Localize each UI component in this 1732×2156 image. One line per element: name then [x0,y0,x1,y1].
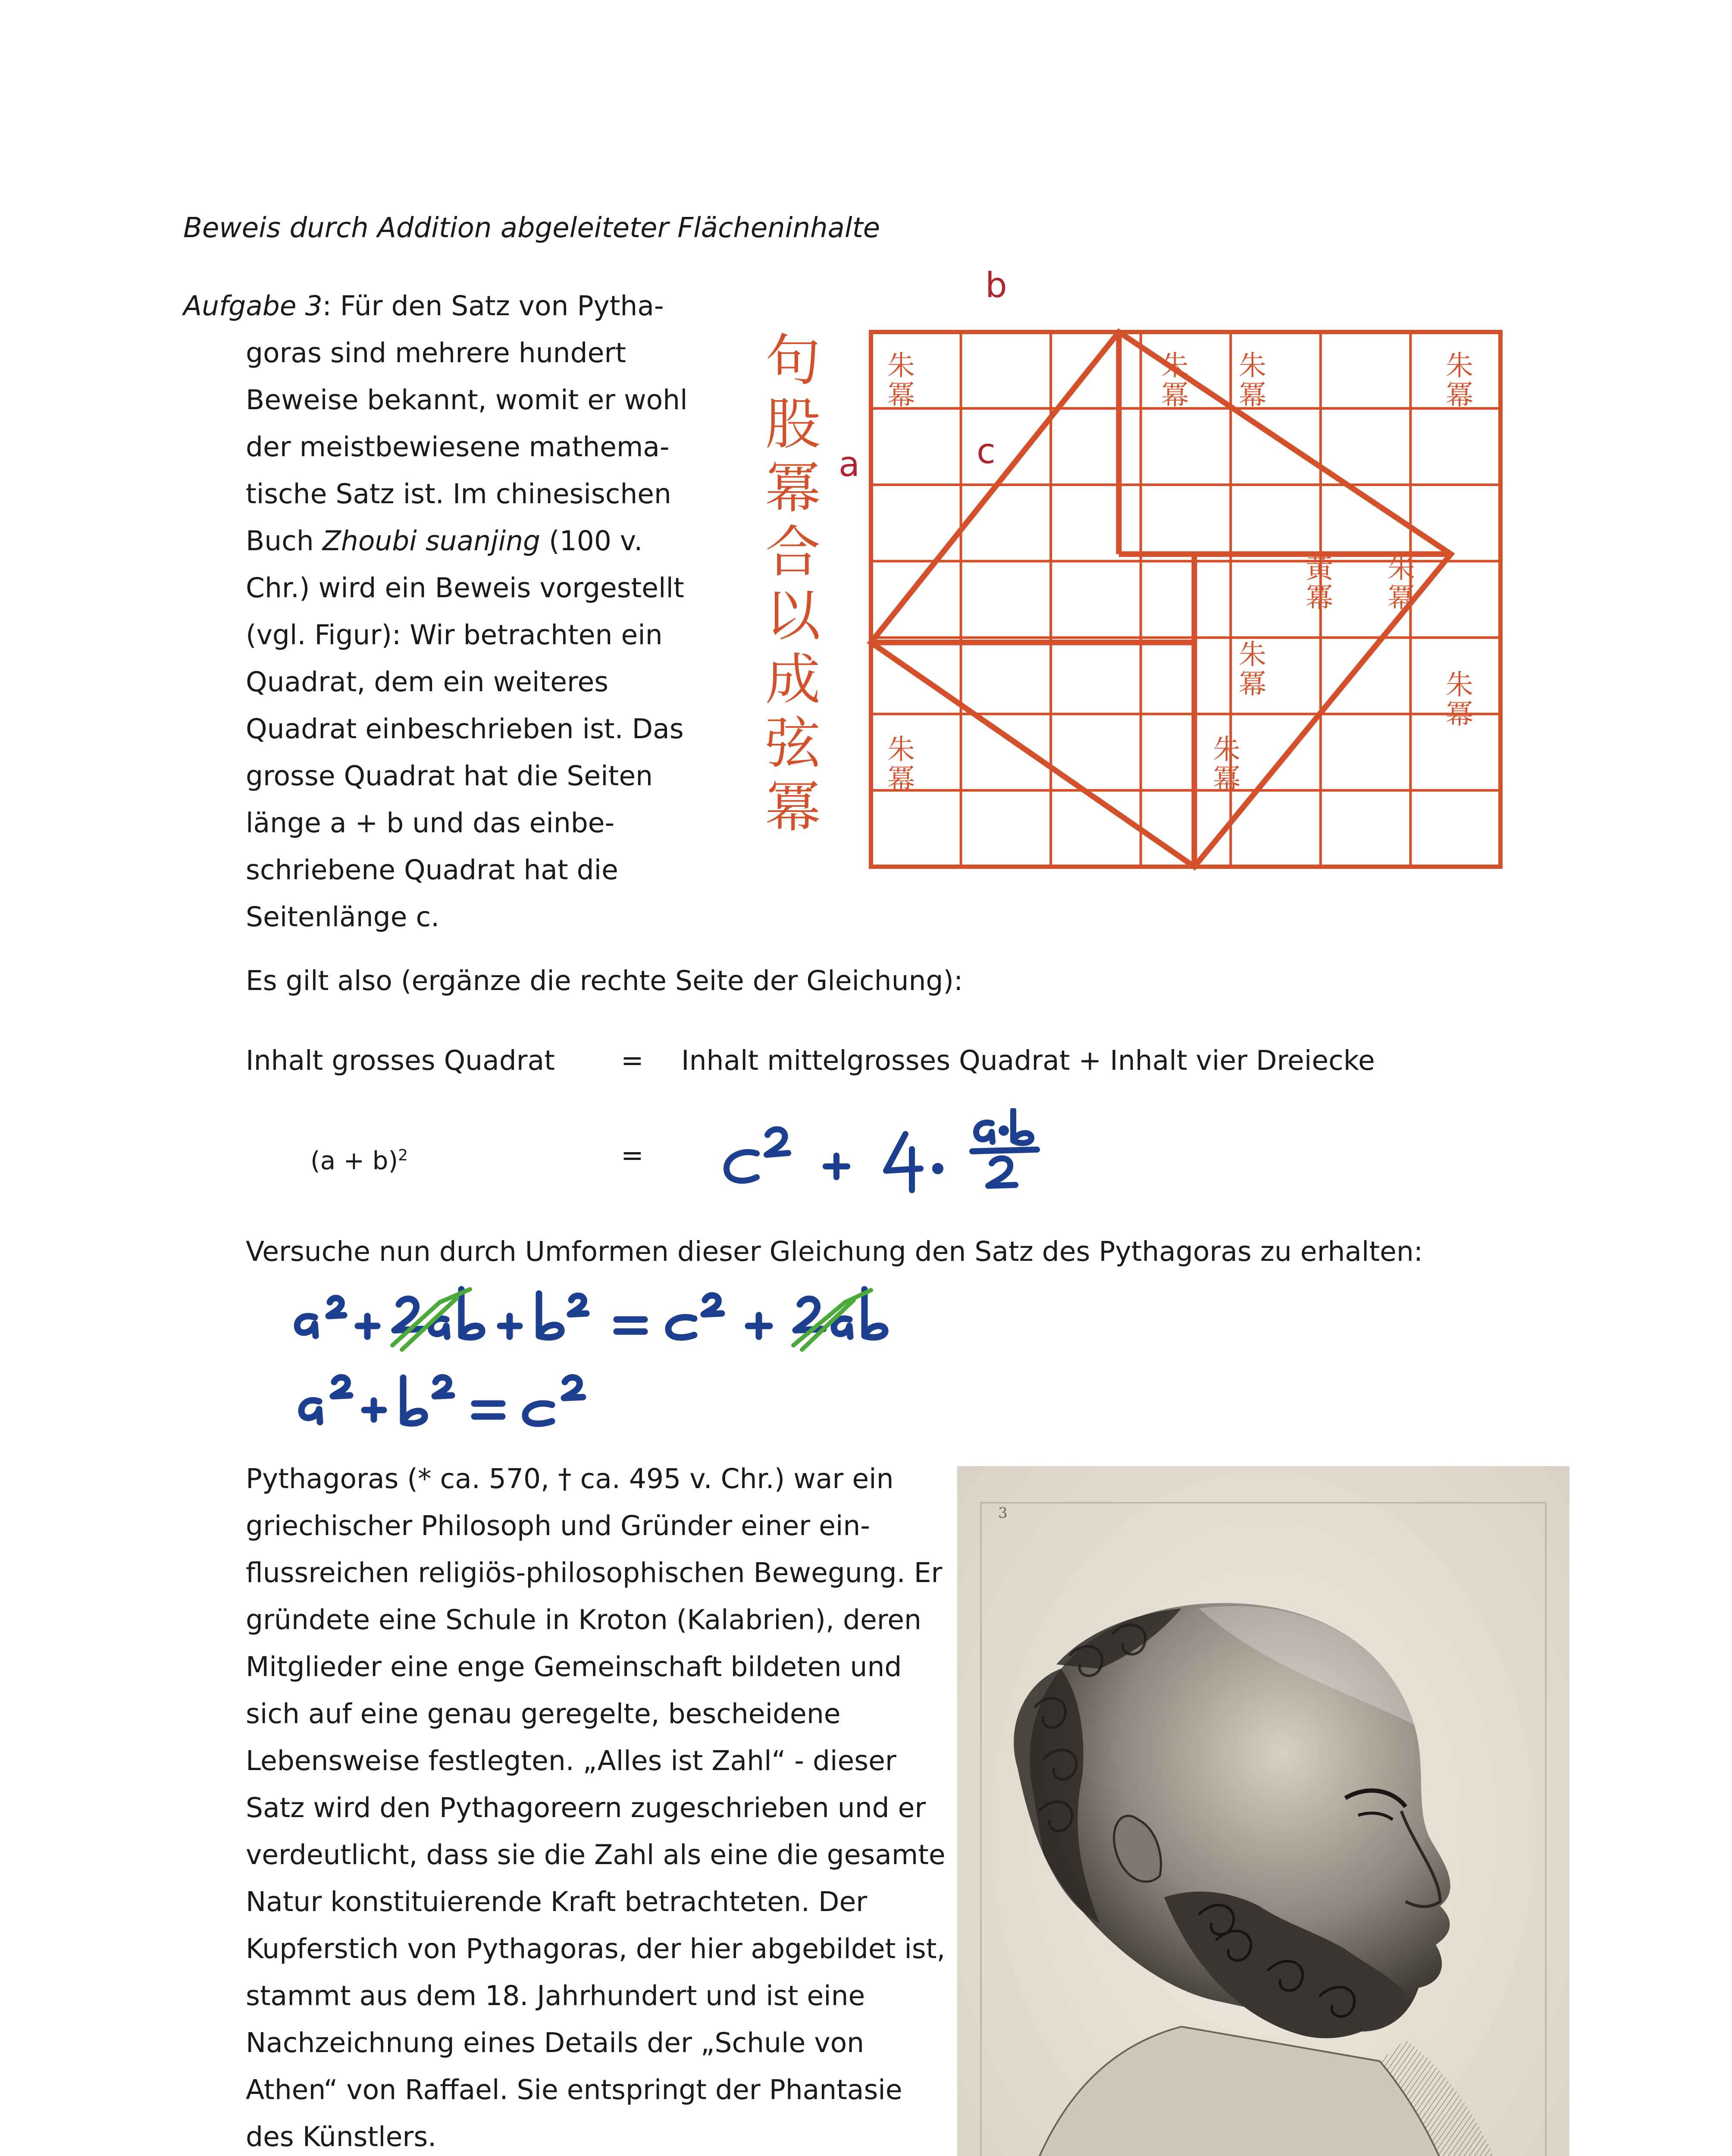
cell-char: 冪 [1213,763,1240,795]
word-equation-right: Inhalt mittelgrosses Quadrat + Inhalt vier Dreiecke [681,1045,1375,1076]
cell-char: 冪 [1239,379,1266,411]
tilted-square [871,332,1451,867]
portrait-engraving [957,1466,1569,2156]
cell-char: 冪 [1306,582,1333,614]
figure-label-b: b [985,265,1007,305]
cell-char: 朱 [1213,734,1240,766]
cell-char: 冪 [887,379,915,411]
plate-number: 3 [998,1504,1008,1522]
cell-char: 冪 [1446,379,1473,411]
word-equation-eq: = [621,1045,644,1076]
chinese-proof-diagram [731,328,1513,871]
word-equation-left: Inhalt grosses Quadrat [246,1045,555,1076]
handwritten-work [289,1285,1022,1449]
cell-char: 朱 [1387,553,1415,585]
task-first-line: Aufgabe 3: Für den Satz von Pytha- [183,290,664,322]
cell-char: 冪 [1239,668,1266,700]
pythagoras-portrait [957,1466,1569,2156]
svg-text:句股冪合以成弦冪: 句股冪合以成弦冪 [765,329,821,840]
cell-char: 冪 [1387,582,1415,614]
task-label: Aufgabe 3 [183,290,323,322]
instruction-text: Versuche nun durch Umformen dieser Gleichung den Satz des Pythagoras zu erhalten: [246,1236,1423,1267]
cell-char: 朱 [1161,350,1189,382]
figure-label-c: c [977,431,996,471]
statement-text: Es gilt also (ergänze die rechte Seite der Gleichung): [246,965,963,997]
cell-char: 冪 [1161,379,1189,411]
cell-characters [887,350,1473,795]
cell-char: 朱 [887,734,915,766]
cell-char: 黃 [1306,553,1333,585]
handwritten-answer [716,1108,1104,1203]
pythagoras-biography: Pythagoras (* ca. 570, † ca. 495 v. Chr.) war ein griechischer Philosoph und Gründer einer ein- flussreichen religiös-philosophischen Bewegung. Er gründete eine Schule in Kroton (Kalabrien), deren Mitglieder eine enge Gemeinschaft bildeten und sich auf eine genau geregelte, bescheidene Lebensweise festlegten. „Alles ist Zahl“ - dieser Satz wird den Pythagoreern zugeschrieben und er verdeutlicht, dass sie die Zahl als eine die gesamte Natur konstituierende Kraft betrachteten. Der Kupferstich von Pythagoras, der hier abgebildet ist, stammt aus dem 18. Jahrhundert und ist eine Nachzeichnung eines Details der „Schule von Athen“ von Raffael. Sie entspringt der Phantasie des Künstlers. [246,1463,946,2153]
handwritten-answer-ink [716,1108,1104,1203]
chinese-proof-figure [731,328,1513,871]
cell-char: 冪 [887,763,915,795]
handwritten-work-ink [289,1285,1022,1449]
cell-char: 朱 [1239,350,1266,382]
task-book-line: Buch Zhoubi suanjing (100 v. [246,525,643,557]
symbol-equation-eq: = [621,1140,644,1171]
symbol-equation-left: $(a + b)^2$ [310,1146,408,1175]
cell-char: 朱 [1446,669,1473,701]
figure-label-a: a [839,444,860,484]
task-text: Aufgabe 3: Für den Satz von Pytha- goras sind mehrere hundert Beweise bekannt, womit er wohl der meistbewiesene mathema- tische Satz ist. Im chinesischen Buch Zhoubi suanjing (100 v. Chr.) wird ein Beweis vorgestellt (vgl. Figur): Wir betrachten ein Quadrat, dem ein weiteres Quadrat einbeschrieben ist. Das grosse Quadrat hat die Seiten länge a + b und das einbe- schriebene Quadrat hat die Seitenlänge c. [183,282,718,940]
section-title: Beweis durch Addition abgeleiteter Flächeninhalte [183,212,880,244]
book-title: Zhoubi suanjing [322,525,541,557]
cell-char: 朱 [1239,639,1266,671]
cell-char: 朱 [887,350,915,382]
cell-char: 朱 [1446,350,1473,382]
vertical-inscription [765,329,823,840]
cell-char: 冪 [1446,699,1473,730]
